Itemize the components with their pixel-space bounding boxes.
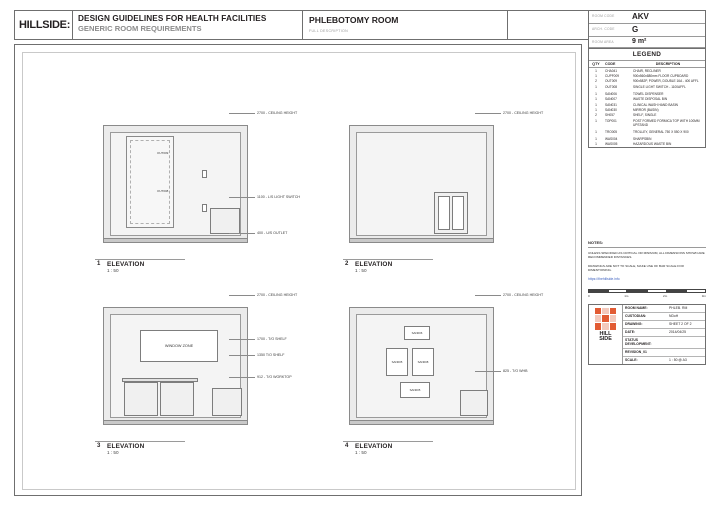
elevation-4-wash-hand-basin: [400, 382, 430, 398]
elevation-2-title-rule: [343, 259, 433, 260]
elevation-4-item-2: SAN008: [417, 360, 429, 364]
elevation-4-chair: [460, 390, 488, 416]
title-block-value: SHEET 2 OF 2: [669, 322, 692, 327]
elevation-4-room: [349, 307, 494, 425]
header-room-name-label: FULL DESCRIPTION: [309, 29, 349, 33]
room-area-label: ROOM AREA: [592, 40, 614, 44]
arch-code-label: ARCH. CODE: [592, 27, 615, 31]
title-block-value: NDoH: [669, 314, 679, 319]
table-row: [589, 128, 705, 135]
legend-code: CUPF009: [605, 73, 619, 78]
elevation-1-outlet-upper: [202, 170, 207, 178]
table-row: [589, 90, 705, 97]
legend-desc: CLINICAL WASH HAND BASIN: [633, 102, 678, 107]
legend-col-code: CODE: [603, 61, 631, 68]
scale-bar-segment: [627, 289, 647, 293]
legend-qty: 1: [595, 73, 597, 78]
room-meta-panel: [588, 10, 706, 148]
title-block-row: [623, 349, 705, 357]
title-block-row: [623, 313, 705, 321]
title-block-row: [623, 357, 705, 364]
elevation-4: [331, 291, 571, 481]
table-row: [589, 118, 705, 128]
drawing-frame-inner: [22, 52, 576, 490]
legend-desc: TROLLEY, GENERAL 750 X 550 X 900: [633, 129, 689, 134]
elevation-4-number: 4: [345, 443, 349, 449]
legend-code: WAS005: [605, 142, 618, 147]
legend-qty: 1: [595, 84, 597, 89]
elevation-3-worktop: [122, 378, 198, 382]
elevation-3-title-rule: [95, 441, 185, 442]
elevation-1-annotation-1: 1100 - L/S LIGHT SWITCH: [229, 195, 300, 199]
header-logo-text: HILLSIDE:: [19, 19, 71, 31]
title-block-key: DATE:: [625, 330, 636, 335]
scale-tick-3: 3m: [701, 293, 706, 298]
legend-code: SAN031: [605, 102, 617, 107]
legend-heading: LEGEND: [589, 48, 705, 61]
elevation-2-annotation-0: 2700 - CEILING HEIGHT: [475, 111, 543, 115]
legend-desc: SINGLE LIGHT SWITCH - 1100AFFL: [633, 84, 686, 89]
elevation-2-scale: 1 : 50: [355, 268, 367, 273]
legend-code: OUT008: [605, 84, 618, 89]
title-block-row: [623, 305, 705, 313]
elevation-3-room: [103, 307, 248, 425]
room-code-value: AKV: [632, 12, 649, 21]
legend-table: [589, 61, 705, 147]
title-block-fields: [623, 305, 705, 364]
scale-bar-segment: [667, 289, 687, 293]
legend-desc: POST FORMED FORMICA TOP WITH 100MM UPSTAND: [633, 118, 700, 127]
header-logo: [15, 11, 73, 39]
arch-code-value: G: [632, 25, 639, 34]
notes-paragraph-1: UNLESS SPECIFIED AS CRITICAL OR MINIMUM, ALL DIMENSIONS SHOWN ARE RECOMMENDED DISTANCES.: [588, 251, 705, 260]
legend-code: TOP001: [605, 118, 617, 123]
legend-code: OUT009: [605, 79, 618, 84]
title-block-value: 2014/04/25: [669, 330, 686, 335]
elevation-2-room: [349, 125, 494, 243]
elevation-2-cupboard-door-right: [452, 196, 464, 230]
elevation-4-title: [345, 443, 392, 455]
elevation-1-outlet-lower: [202, 204, 207, 212]
scale-bar-segment: [686, 289, 706, 293]
table-row: [589, 73, 705, 78]
header-title-line2: GENERIC ROOM REQUIREMENTS: [78, 24, 202, 33]
legend-desc: SHARPSBIN: [633, 136, 652, 141]
hillside-logo-icon: [595, 308, 617, 330]
legend-desc: TOWEL DISPENSER: [633, 91, 664, 96]
legend-qty: 1: [595, 118, 597, 123]
elevation-3: [83, 291, 323, 481]
legend-qty: 1: [595, 97, 597, 102]
elevation-4-item-1: SAN005: [391, 360, 403, 364]
legend-qty: 1: [595, 102, 597, 107]
elevation-3-chair: [212, 388, 242, 416]
elevation-1-title-text: ELEVATION: [107, 261, 145, 268]
title-block-row: [623, 321, 705, 329]
elevation-1-room: [103, 125, 248, 243]
title-block-row: [623, 329, 705, 337]
notes-heading: NOTES:: [588, 240, 604, 246]
scale-bar-segment: [647, 289, 667, 293]
legend-desc: SHELF, SINGLE: [633, 113, 657, 118]
elevation-4-annotation-1: 825 - T/O WHB: [475, 369, 528, 373]
header-room-name: PHLEBOTOMY ROOM: [309, 15, 399, 25]
elevation-4-floor-line: [350, 420, 493, 424]
elevation-3-window-zone: [140, 330, 218, 362]
elevation-2-floor-line: [350, 238, 493, 242]
title-block-value: [667, 349, 705, 356]
elevation-2-number: 2: [345, 261, 349, 267]
elevation-4-towel-dispenser: [404, 326, 430, 340]
elevation-3-annotation-1: 1700 - T/O SHELF: [229, 337, 287, 341]
legend-desc: 900x560x880mm FLOOR CUPBOARD: [633, 73, 689, 78]
elevation-4-annotation-0: 2700 - CEILING HEIGHT: [475, 293, 543, 297]
legend-desc: CHAIR, RECLINER: [633, 68, 661, 73]
title-block-value: 1 : 50 @ A3: [669, 358, 687, 363]
legend-qty: 2: [595, 113, 597, 118]
notes-rule: [588, 247, 706, 248]
title-block: [588, 304, 706, 365]
elevation-2-title: [345, 261, 392, 273]
elevation-1-annotation-2: 400 - U/S OUTLET: [229, 231, 287, 235]
elevation-3-number: 3: [97, 443, 101, 449]
header-room-name-block: [303, 11, 508, 39]
scale-tick-0: 0: [588, 293, 590, 298]
legend-qty: 1: [595, 129, 597, 134]
legend-qty: 1: [595, 136, 597, 141]
elevation-1-scale: 1 : 50: [107, 268, 119, 273]
scale-bar: [588, 289, 706, 298]
elevation-1-item-0: OUT009: [157, 151, 169, 155]
legend-code: SAN030: [605, 107, 617, 112]
title-block-logo-line1: HILL: [599, 330, 612, 337]
elevation-4-item-3: SAN005: [409, 388, 421, 392]
room-area-value: 9 m²: [632, 38, 647, 45]
notes-paragraph-2: DRAWINGS ARE NOT TO SCALE, MAKE USE OF BAR SCALE FOR DIMENTIONING.: [588, 263, 684, 273]
title-block-key: REVISION_01: [625, 350, 647, 355]
elevation-4-title-rule: [343, 441, 433, 442]
legend-desc: 900x582P, POWER, DOUBLE 16A - 400 AFFL: [633, 79, 699, 84]
room-code-row: [589, 11, 705, 24]
title-block-logo: [589, 305, 623, 364]
elevation-1-title-rule: [95, 259, 185, 260]
header-title-block: [73, 11, 303, 39]
elevation-3-scale: 1 : 50: [107, 450, 119, 455]
title-block-value: [667, 337, 705, 348]
legend-code: CHA041: [605, 68, 618, 73]
title-block-key: CUSTODIAN:: [625, 314, 647, 319]
elevation-1-number: 1: [97, 261, 101, 267]
elevation-3-annotation-3: 912 - T/O WORKTOP: [229, 375, 292, 379]
legend-qty: 2: [595, 79, 597, 84]
table-row: [589, 135, 705, 142]
elevation-4-mirror: [386, 348, 408, 376]
right-data-column: [588, 10, 706, 365]
table-row: [589, 142, 705, 147]
title-block-row: [623, 337, 705, 349]
elevation-4-scale: 1 : 50: [355, 450, 367, 455]
scale-bar-segment: [588, 289, 608, 293]
scale-tick-2: 2m: [663, 293, 668, 298]
legend-code: TRO005: [605, 129, 618, 134]
legend-qty: 1: [595, 68, 597, 73]
title-block-key: SCALE:: [625, 358, 638, 363]
header-title-line1: DESIGN GUIDELINES FOR HEALTH FACILITIES: [78, 14, 267, 23]
title-block-key: ROOM NAME:: [625, 306, 648, 311]
elevation-3-title: [97, 443, 144, 455]
table-row: [589, 79, 705, 84]
elevation-3-floor-line: [104, 420, 247, 424]
scale-bar-segment: [608, 289, 628, 293]
elevation-2-cupboard-door-left: [438, 196, 450, 230]
elevation-1-title: [97, 261, 144, 273]
legend-desc: MIRROR (BASIN): [633, 107, 659, 112]
legend-qty: 1: [595, 107, 597, 112]
legend-code: SH057: [605, 113, 615, 118]
room-code-label: ROOM CODE: [592, 14, 615, 18]
title-block-key: DRAWING:: [625, 322, 643, 327]
legend-desc: HAZARDOUS WASTE BIN: [633, 142, 672, 147]
legend-col-desc: DESCRIPTION: [631, 61, 705, 68]
legend-qty: 1: [595, 91, 597, 96]
elevation-3-title-text: ELEVATION: [107, 443, 145, 450]
elevation-4-shelf-unit: [412, 348, 434, 376]
scale-bar-ticks: [588, 294, 706, 298]
title-block-key: STATUS DEVELOPMENT:: [625, 338, 652, 347]
elevation-1-item-1: OUT008: [157, 189, 169, 193]
room-area-row: [589, 37, 705, 48]
notes-section: [588, 240, 706, 365]
legend-desc: WASTE DISPOSAL BIN: [633, 97, 668, 102]
elevation-4-title-text: ELEVATION: [355, 443, 393, 450]
legend-code: SAN007: [605, 97, 617, 102]
scale-bar-segments: [588, 289, 706, 293]
notes-url-link[interactable]: https://thehillside.info: [588, 276, 620, 281]
elevation-1: [83, 105, 323, 295]
legend-code: SAN006: [605, 91, 617, 96]
elevation-3-undercounter-left: [124, 382, 158, 416]
elevation-2-title-text: ELEVATION: [355, 261, 393, 268]
title-block-logo-line2: SIDE: [599, 336, 612, 343]
legend-col-qty: QTY: [589, 61, 603, 68]
title-block-value: PHLEB. RM: [669, 306, 688, 311]
elevation-3-annotation-2: 1350 T/O SHELF: [229, 353, 285, 357]
legend-code: WAS004: [605, 136, 618, 141]
elevation-3-window-zone-label: WINDOW ZONE: [164, 344, 194, 348]
arch-code-row: [589, 24, 705, 37]
elevation-4-item-0: SAN006: [411, 331, 423, 335]
legend-qty: 1: [595, 142, 597, 147]
elevation-2: [331, 105, 571, 295]
drawing-frame: [14, 44, 582, 496]
elevation-3-annotation-0: 2700 - CEILING HEIGHT: [229, 293, 297, 297]
scale-tick-1: 1m: [624, 293, 629, 298]
elevation-3-undercounter-right: [160, 382, 194, 416]
elevation-1-floor-line: [104, 238, 247, 242]
elevation-1-annotation-0: 2700 - CEILING HEIGHT: [229, 111, 297, 115]
